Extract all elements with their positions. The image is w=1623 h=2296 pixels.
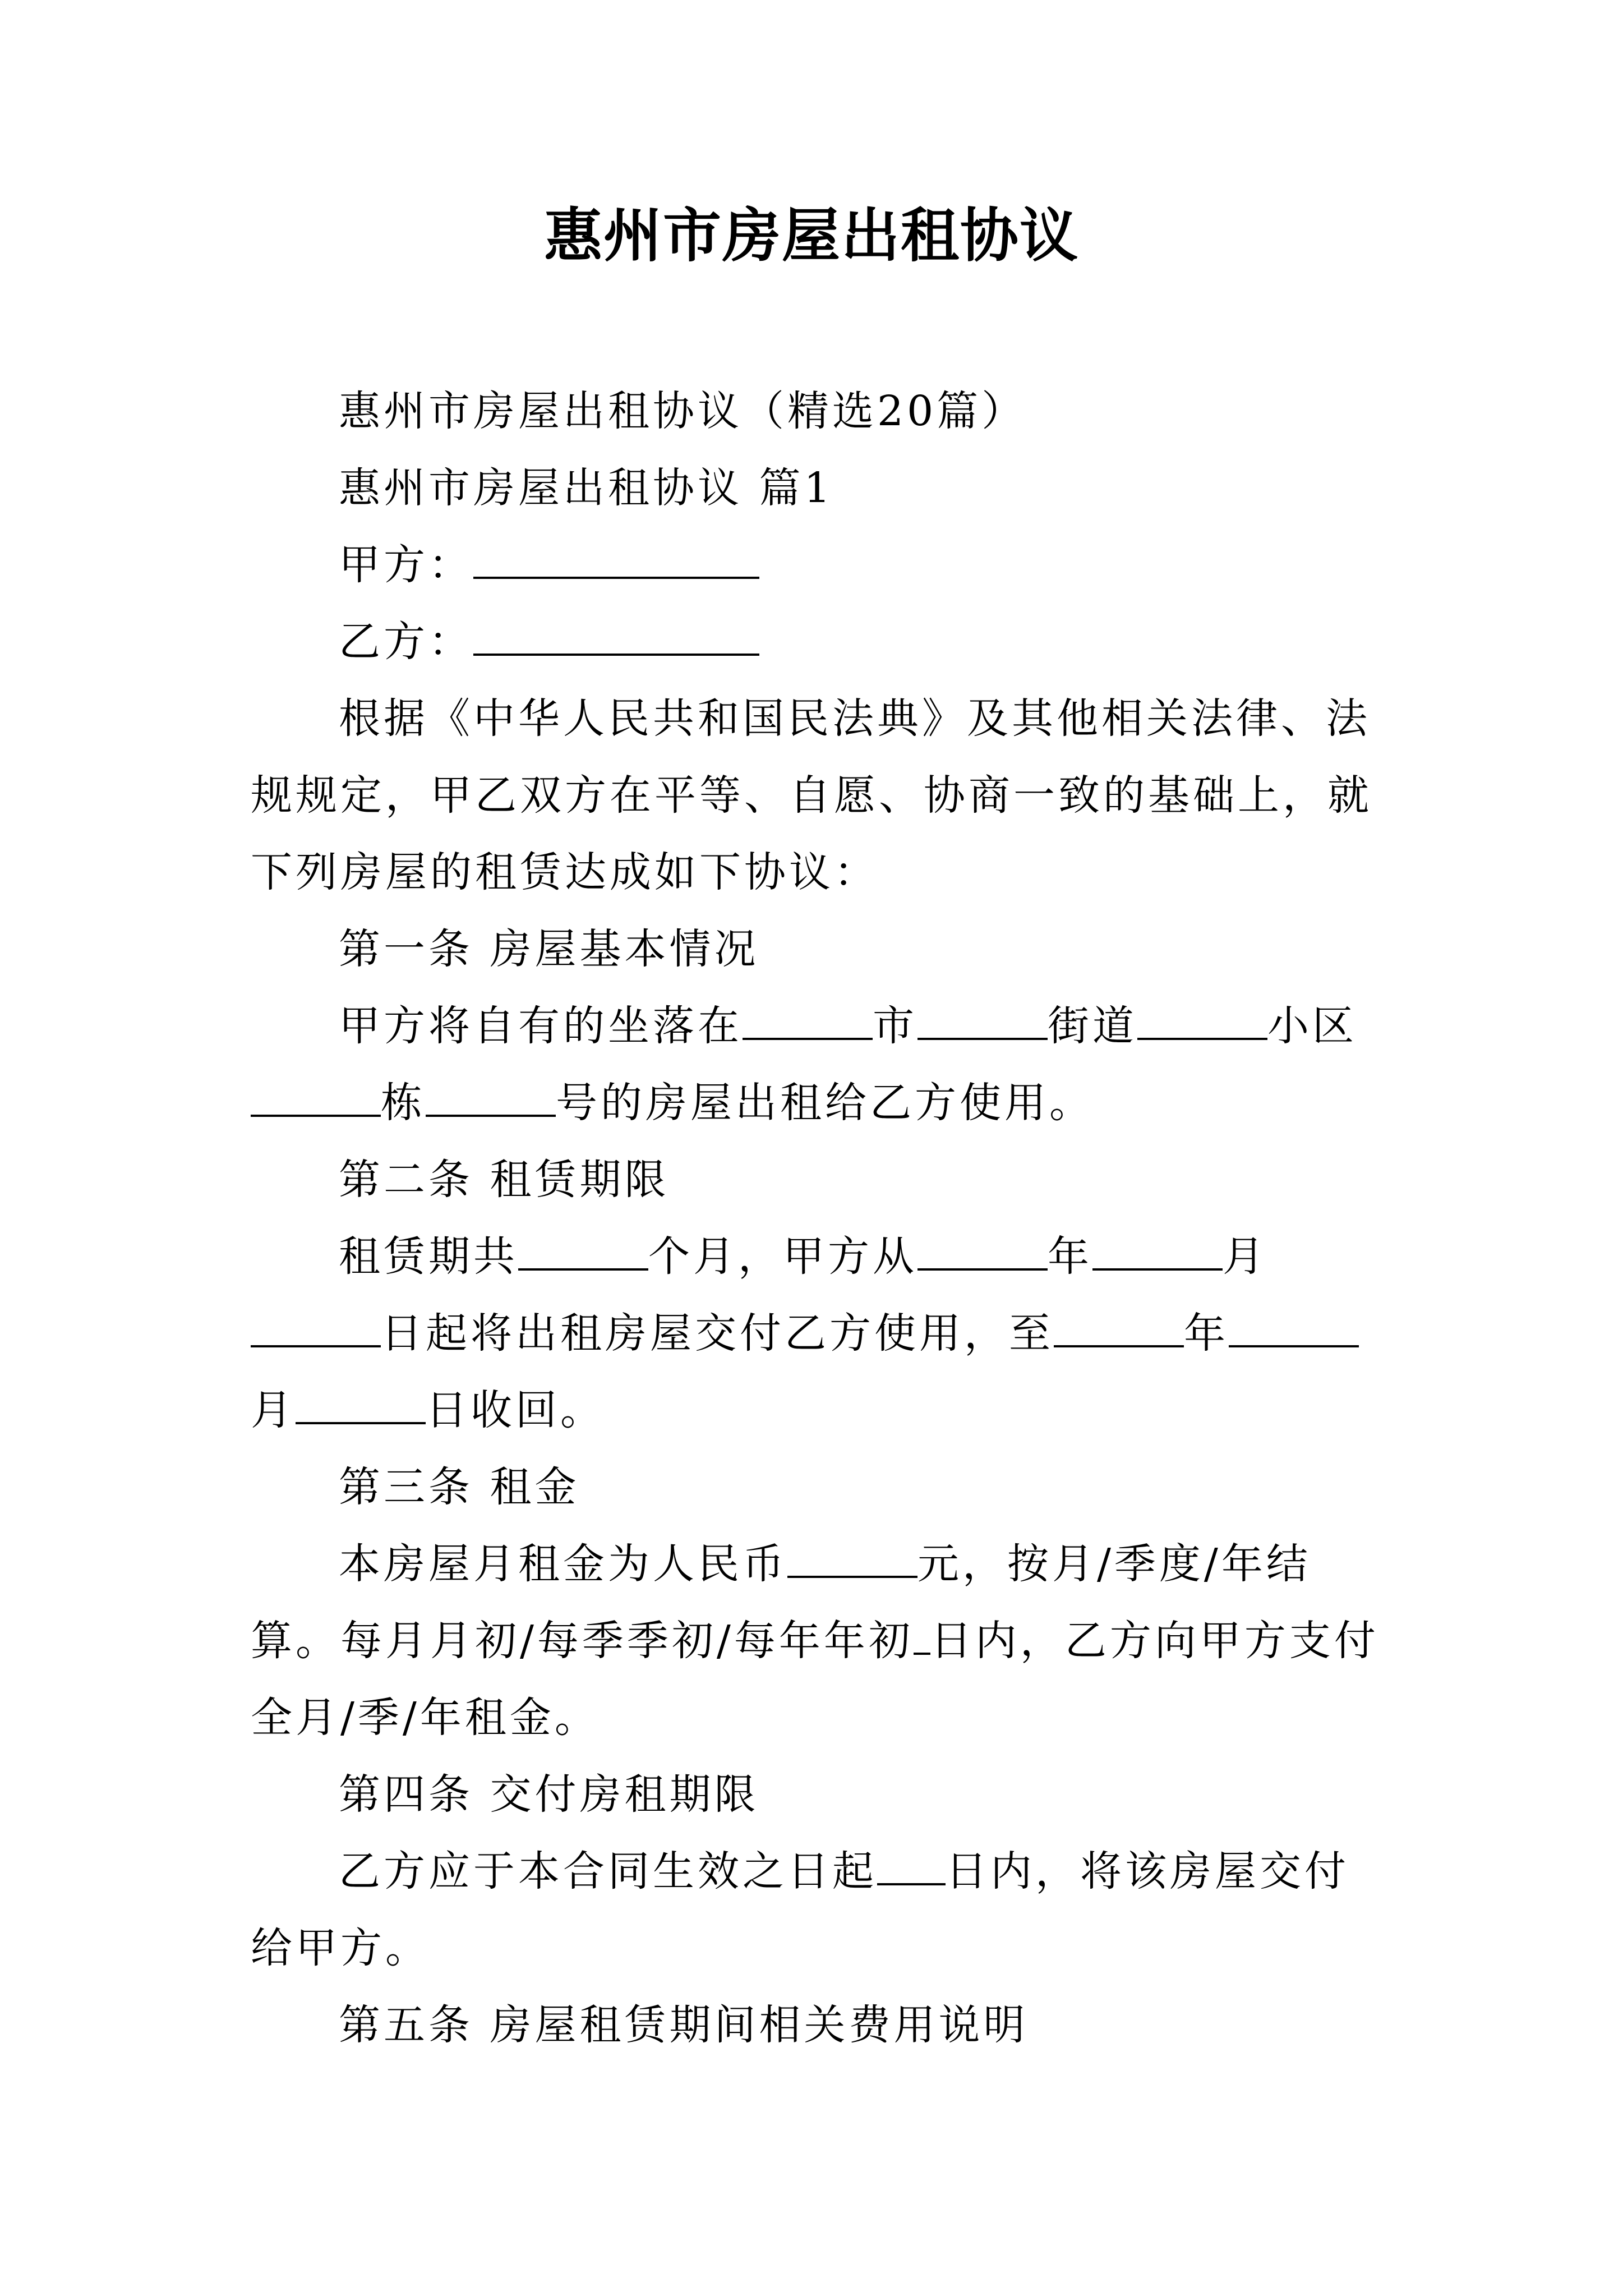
- article-4-text-b: 日内，将该房屋交付给甲方。: [251, 1847, 1349, 1972]
- article-3-text-b: 元，按月/季度/年结算。每月月初/每季季初/每年年初: [251, 1540, 1311, 1665]
- article-4-body: [251, 1833, 1384, 1987]
- party-b-label: 乙方：: [339, 618, 473, 666]
- article-3-title: 第三条 租金: [339, 1463, 580, 1511]
- article-2-text-b: 个月，甲方从: [648, 1232, 917, 1281]
- intro-paragraph: 根据《中华人民共和国民法典》及其他相关法律、法规规定，甲乙双方在平等、自愿、协商一致的基础上，就下列房屋的租赁达成如下协议：: [251, 694, 1372, 896]
- end-day-blank: [296, 1389, 426, 1424]
- article-2-text-d: 月: [1223, 1232, 1267, 1281]
- payment-days-blank: [914, 1620, 930, 1655]
- article-1-text-a: 甲方将自有的坐落在: [339, 1002, 743, 1050]
- article-2-text-h: 日收回。: [426, 1386, 605, 1434]
- start-month-blank: [1092, 1236, 1223, 1271]
- document-body: [251, 373, 1384, 2064]
- city-blank: [743, 1005, 873, 1040]
- start-day-blank: [251, 1313, 381, 1347]
- article-4-title: 第四条 交付房租期限: [339, 1770, 759, 1819]
- article-2-text-g: 月: [251, 1386, 296, 1434]
- article-5-title: 第五条 房屋租赁期间相关费用说明: [339, 2001, 1029, 2049]
- article-4-text-a: 乙方应于本合同生效之日起: [339, 1847, 877, 1895]
- article-1-text-e: 栋: [381, 1079, 426, 1127]
- article-1-text-f: 号的房屋出租给乙方使用。: [556, 1079, 1094, 1127]
- end-year-blank: [1054, 1313, 1184, 1347]
- document-title: 惠州市房屋出租协议: [543, 201, 1079, 270]
- start-year-blank: [917, 1236, 1048, 1271]
- handover-days-blank: [877, 1851, 946, 1885]
- months-blank: [518, 1236, 648, 1271]
- article-3-body: [251, 1526, 1384, 1756]
- number-blank: [426, 1082, 556, 1117]
- article-2-text-a: 租赁期共: [339, 1232, 518, 1281]
- article-3-text-c: 日内，乙方向甲方支付全月/季/年租金。: [251, 1617, 1379, 1742]
- section-heading: 惠州市房屋出租协议 篇1: [339, 464, 834, 512]
- article-2-text-c: 年: [1048, 1232, 1092, 1281]
- article-2-body: [251, 1218, 1384, 1449]
- party-b-line: [251, 604, 1384, 680]
- article-3-text-a: 本房屋月租金为人民币: [339, 1540, 787, 1588]
- community-blank: [1137, 1005, 1267, 1040]
- subtitle-line: 惠州市房屋出租协议（精选20篇）: [339, 387, 1027, 435]
- party-a-blank: [473, 544, 759, 579]
- article-1-text-b: 市: [873, 1002, 917, 1050]
- party-b-blank: [473, 621, 759, 656]
- article-2-text-f: 年: [1184, 1309, 1229, 1358]
- article-2-text-e: 日起将出租房屋交付乙方使用，至: [381, 1309, 1054, 1358]
- end-month-blank: [1229, 1313, 1359, 1347]
- street-blank: [917, 1005, 1048, 1040]
- building-blank: [251, 1082, 381, 1117]
- rent-amount-blank: [787, 1543, 917, 1578]
- article-1-title: 第一条 房屋基本情况: [339, 925, 759, 973]
- article-1-text-d: 小区: [1267, 1002, 1357, 1050]
- party-a-line: [251, 527, 1384, 604]
- article-1-text-c: 街道: [1048, 1002, 1137, 1050]
- article-2-title: 第二条 租赁期限: [339, 1156, 670, 1204]
- article-1-body: [251, 988, 1384, 1142]
- party-a-label: 甲方：: [339, 541, 473, 589]
